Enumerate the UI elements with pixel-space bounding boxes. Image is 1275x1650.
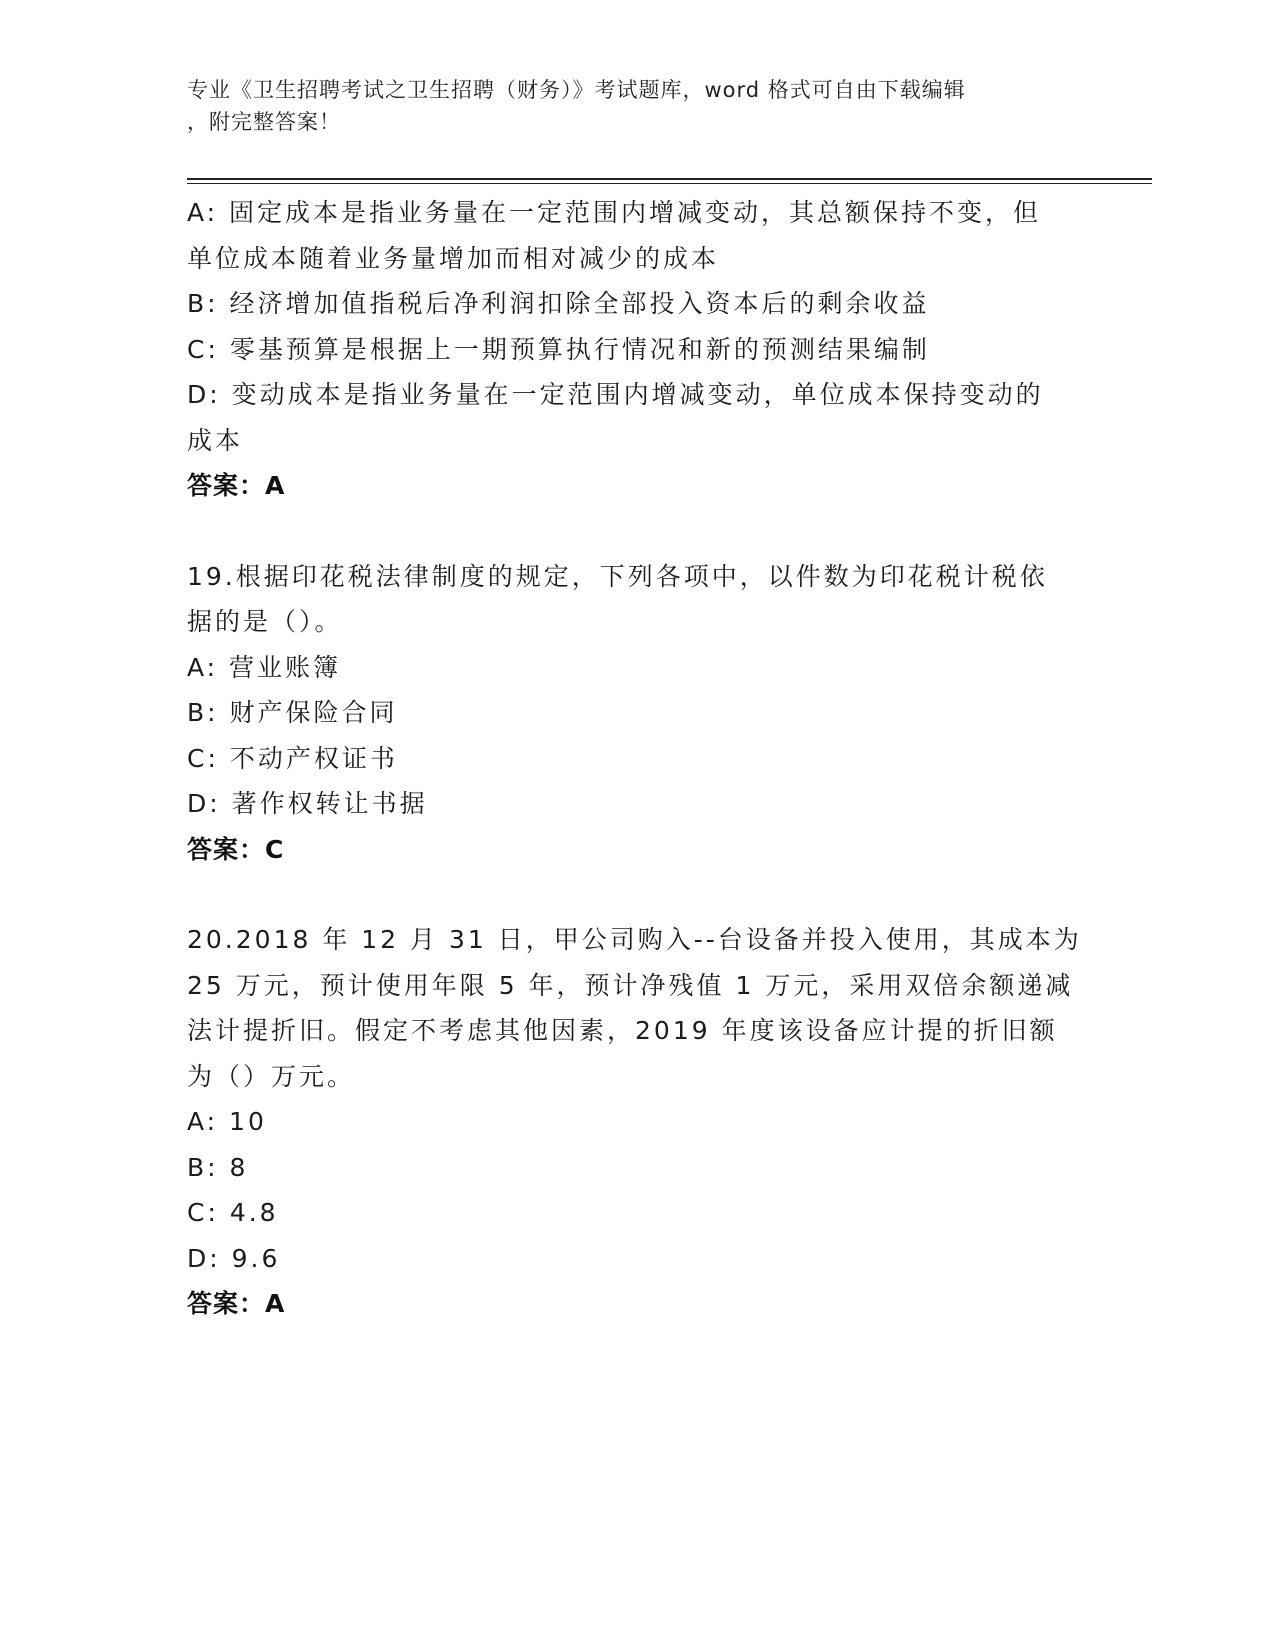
header-line-2: ，附完整答案！ xyxy=(187,110,341,134)
option-line: B: 经济增加值指税后净利润扣除全部投入资本后的剩余收益 xyxy=(187,289,930,318)
option-line: D: 9.6 xyxy=(187,1243,281,1273)
option-line: C: 零基预算是根据上一期预算执行情况和新的预测结果编制 xyxy=(187,334,930,364)
question-stem: 19.根据印花税法律制度的规定，下列各项中，以件数为印花税计税依 xyxy=(187,561,1048,591)
answer-label: 答案：C xyxy=(187,834,285,864)
option-line: D: 著作权转让书据 xyxy=(187,789,428,818)
spacer xyxy=(187,872,1087,917)
header-line-1: 专业《卫生招聘考试之卫生招聘（财务）》考试题库，word 格式可自由下载编辑 xyxy=(187,78,966,102)
previous-question xyxy=(187,190,1087,509)
question-19 xyxy=(187,554,1087,873)
option-line: 单位成本随着业务量增加而相对减少的成本 xyxy=(187,243,720,273)
question-stem: 20.2018 年 12 月 31 日，甲公司购入--台设备并投入使用，其成本为 xyxy=(187,925,1082,954)
option-line: B: 8 xyxy=(187,1152,249,1182)
question-stem: 法计提折旧。假定不考虑其他因素，2019 年度该设备应计提的折旧额 xyxy=(187,1016,1058,1045)
header-rule-thin xyxy=(187,183,1152,184)
question-stem: 为（）万元。 xyxy=(187,1061,356,1091)
option-line: A: 10 xyxy=(187,1107,267,1136)
question-stem: 25 万元，预计使用年限 5 年，预计净残值 1 万元，采用双倍余额递减 xyxy=(187,970,1074,1000)
question-20 xyxy=(187,917,1087,1327)
answer-label: 答案：A xyxy=(187,1289,286,1318)
document-header xyxy=(187,74,1067,138)
option-line: A: 营业账簿 xyxy=(187,652,342,682)
answer-label: 答案：A xyxy=(187,471,286,500)
option-line: D: 变动成本是指业务量在一定范围内增减变动，单位成本保持变动的 xyxy=(187,380,1044,409)
option-line: A: 固定成本是指业务量在一定范围内增减变动，其总额保持不变，但 xyxy=(187,198,1042,227)
spacer xyxy=(187,509,1087,554)
option-line: C: 4.8 xyxy=(187,1198,279,1227)
option-line: C: 不动产权证书 xyxy=(187,743,398,773)
option-line: 成本 xyxy=(187,425,244,455)
option-line: B: 财产保险合同 xyxy=(187,698,398,727)
header-rule-thick xyxy=(187,178,1152,180)
question-stem: 据的是（）。 xyxy=(187,607,343,636)
question-content xyxy=(187,190,1087,1327)
